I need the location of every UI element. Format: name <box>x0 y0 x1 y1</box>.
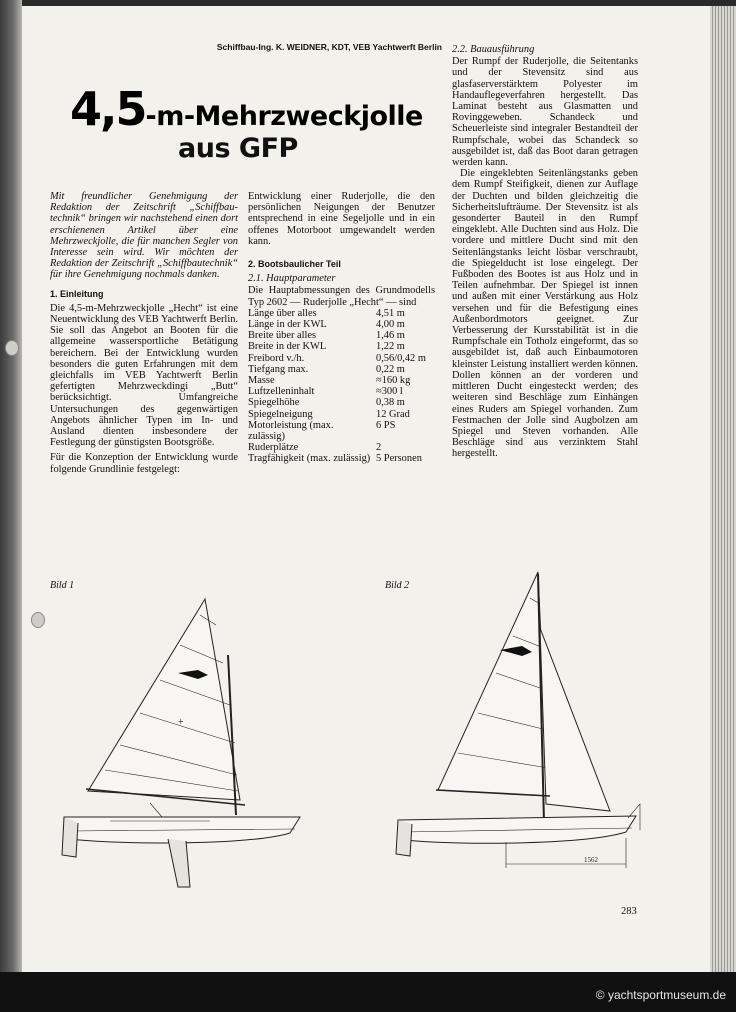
article-title-line2: aus GFP <box>178 133 298 164</box>
rudder <box>396 820 412 856</box>
parameter-value: 6 PS <box>376 419 396 431</box>
parameter-label: Spiegelneigung <box>248 408 313 420</box>
parameter-value: 2 <box>376 442 382 454</box>
parameter-label: Freibord v./h. <box>248 352 305 364</box>
paragraph: Die eingeklebten Seitenlängstanks geben dem Rumpf Steifigkeit, dienen zur Auflage der Duchten und bilden gleichzeitig die Sicherheitslufträume. Der Stevensitz ist als gesonderter Bauteil in den Rumpf eingeklebt. Alle Duchten sind aus Holz. Die vordere und mittlere Ducht sind mit den Seitenlängstanks leicht lösbar verschraubt, die Spiegelducht ist lose eingelegt. Der Fußboden des Bootes ist aus Holz und in Teilen aufnehmbar. Der Spiegel ist innen und außen mit einer Verstärkung aus Holz versehen und für die Befestigung eines Außenbordmotors geeignet. Zur Verbesserung der Kursstabilität ist in die Rumpfschale ein Totholz eingeformt, das so ausgebildet ist, daß auch Einbaumotoren kleinster Leistung installiert werden können. Dollen können an der vorderen und mittleren Ducht eingesteckt werden; des weiteren sind Beschläge zum Einhängen eines Ruders am Spiegel vorhanden. Zum Festmachen der Jolle sind Augbolzen am Spiegel und Steven vorhanden. Alle Beschläge sind aus verzinktem Stahl hergestellt. <box>452 168 638 460</box>
parameter-label: Länge über alles <box>248 307 317 319</box>
column-2 <box>248 191 435 465</box>
paragraph: Entwicklung einer Ruderjolle, die den persönlichen Neigungen der Benutzer entsprechend in eine Segeljolle und in ein offenes Motorboot umgewandelt werden kann. <box>248 191 435 247</box>
parameter-label: Masse <box>248 375 275 387</box>
hull <box>398 816 636 843</box>
parameter-label: Luftzelleninhalt <box>248 386 315 398</box>
parameter-row <box>248 453 426 464</box>
paragraph: Der Rumpf der Ruderjolle, die Seitentanks und der Stevensitz sind aus glasfaserverstärktem Polyester im Handauflegeverfahren hergestellt. Das Laminat besteht aus Glasmatten und Rovinggeweben. Schandeck und Scheuerleiste sind integraler Bestandteil der Rumpfschale, wobei das Schandeck so ausgebildet ist, daß das Boot daran getragen werden kann. <box>452 56 638 169</box>
parameter-value: 0,38 m <box>376 397 405 409</box>
parameter-value: 5 Personen <box>376 453 422 465</box>
paragraph: Die 4,5-m-Mehrzweckjolle „Hecht“ ist eine Neuentwicklung des VEB Yachtwerft Berlin. Sie soll das Angebot an Booten für die allgemeine wassersportliche Betätigung bereichern. Bei der Entwicklung wurden besonders die guten Erfahrungen mit dem gleichfalls im VEB Yachtwerft Berlin gefertigten Mehrzweckdingi „Butt“ berücksichtigt. Umfangreiche Untersuchungen des gegenwärtigen Angebots ähnlicher Typen im In- und Ausland dienten insbesondere der Festlegung der günstigsten Bootsgröße. <box>50 302 238 449</box>
figure-1-drawing <box>50 595 310 895</box>
author-line: Schiffbau-Ing. K. WEIDNER, KDT, VEB Yachtwerft Berlin <box>216 42 442 52</box>
intro-text: Mit freundlicher Genehmigung der Redaktion der Zeitschrift „Schiffbau-technik“ bringen wir nachstehend einen dort erschienenen Artikel über eine Mehrzweckjolle, die für manchen Segler von Interesse sein wird. Wir möchten der Redaktion der Zeitschrift „Schiffbautechnik“ für ihre Genehmigung nochmals danken. <box>50 191 238 281</box>
parameter-value: 0,22 m <box>376 363 405 375</box>
parameter-row <box>248 409 426 420</box>
figure-caption: Bild 2 <box>385 580 410 591</box>
parameter-value: 4,51 m <box>376 307 405 319</box>
page-edges <box>710 6 736 972</box>
binding-hole <box>31 612 45 628</box>
parameter-label: Breite über alles <box>248 330 317 342</box>
subsection-heading: 2.2. Bauausführung <box>452 44 535 55</box>
figure-2-drawing <box>388 568 650 888</box>
parameter-label: Motorleistung (max. zulässig) <box>248 419 334 443</box>
section-heading: 1. Einleitung <box>50 288 104 299</box>
parameter-row <box>248 420 426 442</box>
parameter-value: 1,22 m <box>376 341 405 353</box>
parameter-row <box>248 442 426 453</box>
parameter-value: 4,00 m <box>376 319 405 331</box>
centerboard <box>168 839 190 887</box>
parameter-label: Länge in der KWL <box>248 319 327 331</box>
book-spine <box>0 0 22 1012</box>
parameter-value: ≈300 l <box>376 386 403 398</box>
parameter-label: Ruderplätze <box>248 442 299 454</box>
parameter-value: 12 Grad <box>376 408 410 420</box>
dimension-label: 1562 <box>584 856 598 864</box>
parameter-row <box>248 397 426 408</box>
parameter-label: Tragfähigkeit (max. zulässig) <box>248 453 371 465</box>
parameter-table <box>248 308 426 465</box>
parameter-value: 0,56/0,42 m <box>376 352 426 364</box>
rudder <box>62 817 78 857</box>
parameter-row <box>248 330 426 341</box>
parameter-row <box>248 341 426 352</box>
paragraph: Die Hauptabmessungen des Grundmodells Typ 2602 — Ruderjolle „Hecht“ — sind <box>248 285 435 308</box>
parameter-row <box>248 375 426 386</box>
page-number: 283 <box>621 906 637 917</box>
article-title <box>70 82 442 136</box>
subsection-heading: 2.1. Hauptparameter <box>248 273 336 285</box>
watermark: © yachtsportmuseum.de <box>595 988 726 1002</box>
parameter-label: Breite in der KWL <box>248 341 327 353</box>
jib <box>540 628 610 811</box>
mainsail <box>438 572 548 796</box>
section-heading: 2. Bootsbaulicher Teil <box>248 259 341 270</box>
parameter-row <box>248 386 426 397</box>
paragraph: Für die Konzeption der Entwicklung wurde folgende Grundlinie festgelegt: <box>50 452 238 475</box>
figure-caption: Bild 1 <box>50 580 75 591</box>
parameter-row <box>248 308 426 319</box>
column-1 <box>50 191 238 475</box>
title-number: 4,5 <box>70 82 146 136</box>
parameter-value: ≈160 kg <box>376 375 411 387</box>
sail-mark: + <box>178 717 184 728</box>
parameter-row <box>248 364 426 375</box>
binding-hole <box>5 340 19 356</box>
title-word: -m-Mehrzweckjolle <box>145 101 423 132</box>
parameter-label: Spiegelhöhe <box>248 397 300 409</box>
parameter-row <box>248 319 426 330</box>
column-3 <box>452 44 638 460</box>
parameter-value: 1,46 m <box>376 330 405 342</box>
parameter-row <box>248 353 426 364</box>
parameter-label: Tiefgang max. <box>248 363 309 375</box>
